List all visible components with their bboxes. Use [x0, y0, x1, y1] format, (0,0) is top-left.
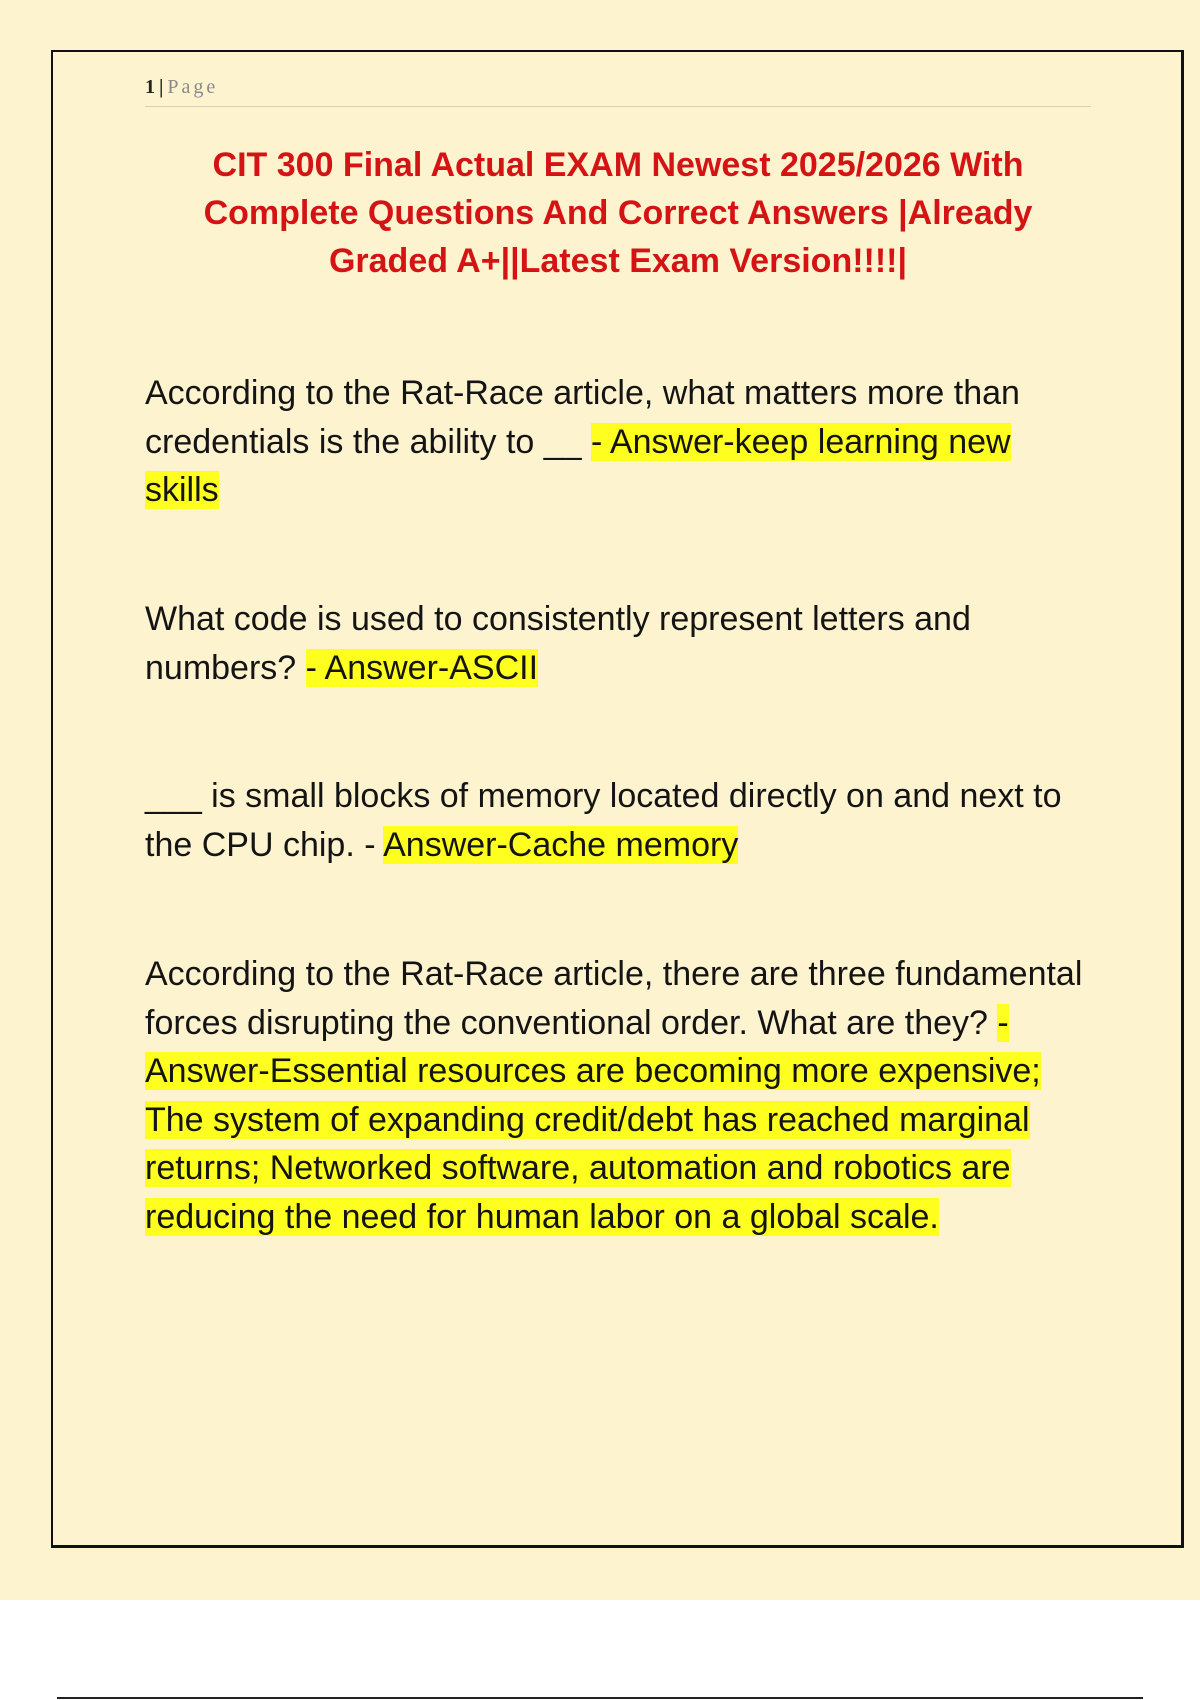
- answer-highlight: - Answer-keep learning new skills: [145, 422, 1011, 509]
- answer-highlight: Answer-Cache memory: [383, 825, 739, 864]
- answer-highlight: - Answer-Essential resources are becoming more expensive; The system of expanding credit/debt has reached marginal returns; Networked software, automation and robotics are reducing the need for human labor on a global scale.: [145, 1003, 1041, 1236]
- document-title: CIT 300 Final Actual EXAM Newest 2025/2026 With Complete Questions And Correct Answers |Already Graded A+||Latest Exam Version!!!!|: [203, 146, 1033, 280]
- question-text: ___ is small blocks of memory located directly on and next to the CPU chip. -: [145, 777, 1062, 864]
- qa-item-1: [145, 369, 1085, 515]
- question-text: According to the Rat-Race article, what matters more than credentials is the ability to __: [145, 374, 1020, 461]
- page-header: [145, 74, 1091, 107]
- page-header-separator: |: [159, 76, 164, 98]
- question-text: What code is used to consistently represent letters and numbers?: [145, 600, 971, 687]
- page-number: 1: [145, 76, 155, 98]
- qa-item-2: [145, 595, 1085, 692]
- question-text: According to the Rat-Race article, there are three fundamental forces disrupting the conventional order. What are they?: [145, 955, 1083, 1042]
- qa-item-4: [145, 950, 1085, 1241]
- answer-highlight: - Answer-ASCII: [305, 648, 539, 687]
- page-word: Page: [167, 76, 219, 98]
- qa-item-3: [145, 772, 1085, 869]
- bottom-rule: [57, 1697, 1143, 1699]
